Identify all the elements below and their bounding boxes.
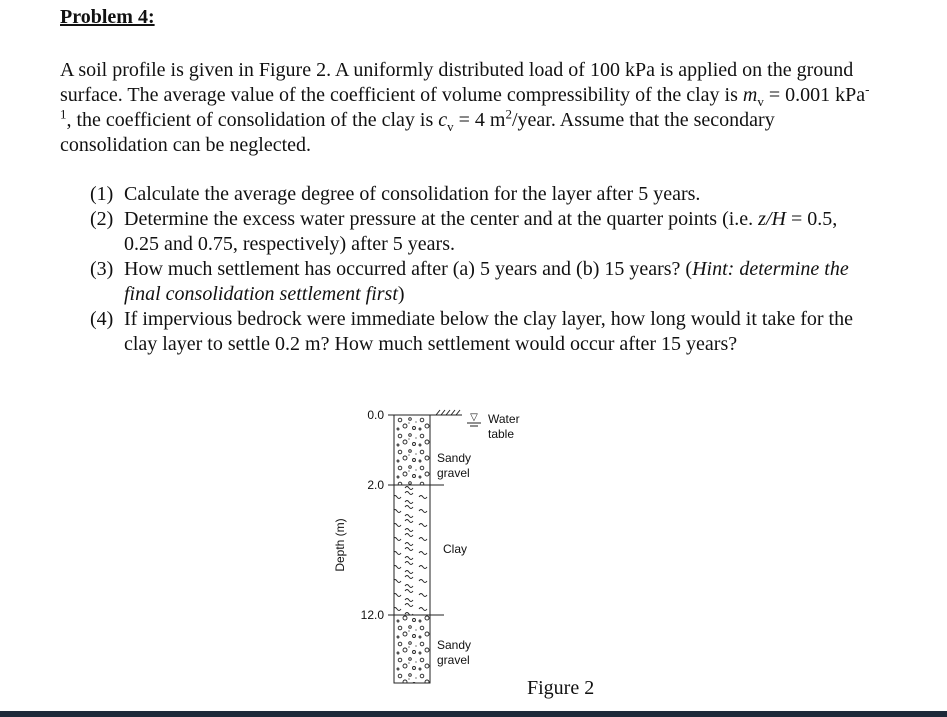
question-text: If impervious bedrock were immediate below the clay layer, how long would it take for the clay layer to settle 0.2 m? How much settlement would occur after 15 years? <box>124 308 853 355</box>
cv-exponent: 2 <box>505 106 512 122</box>
figure-caption: Figure 2 <box>527 677 595 699</box>
question-text-cont: ) <box>397 283 405 305</box>
hint-text: determine the final consolidation settlement first <box>124 258 849 305</box>
question-math: z/H <box>758 208 786 230</box>
layer-label: gravel <box>437 466 470 480</box>
mv-subscript: v <box>757 94 764 109</box>
water-table-label: table <box>488 427 515 441</box>
question-number: (4) <box>90 308 114 330</box>
intro-text-3: /year. Assume that the secondary consolidation can be neglected. <box>60 109 775 156</box>
question-text: Calculate the average degree of consolidation for the layer after 5 years. <box>124 183 701 205</box>
question-text: Determine the excess water pressure at the center and at the quarter points (i.e. <box>124 208 759 230</box>
depth-axis-label: Depth (m) <box>333 518 347 572</box>
depth-tick: 2.0 <box>367 478 384 492</box>
question-text: How much settlement has occurred after (a) 5 years and (b) 15 years? ( <box>124 258 693 280</box>
ground-surface-hatch <box>430 410 462 415</box>
intro-text-1: A soil profile is given in Figure 2. A uniformly distributed load of 100 kPa is applied on the ground surface. The average value of the coefficient of volume compressibility of the clay is <box>60 59 854 106</box>
question-number: (1) <box>90 183 114 205</box>
layer-label: gravel <box>437 653 470 667</box>
sandy-gravel-layer-top <box>394 415 430 485</box>
depth-tick: 12.0 <box>360 608 384 622</box>
cv-value: = 4 m <box>453 109 506 131</box>
water-table-label: Water <box>488 412 520 426</box>
question-number: (2) <box>90 208 114 230</box>
question-number: (3) <box>90 258 114 280</box>
question-text-cont: = 0.5, 0.25 and 0.75, respectively) after 5 years. <box>124 208 838 255</box>
cv-symbol: c <box>438 109 448 131</box>
mv-exponent: -1 <box>60 81 870 122</box>
mv-value: = 0.001 kPa <box>763 84 866 106</box>
depth-tick: 0.0 <box>367 408 384 422</box>
cv-subscript: v <box>447 119 454 134</box>
sandy-gravel-layer-bottom <box>394 615 430 683</box>
clay-layer <box>394 485 430 615</box>
problem-heading: Problem 4: <box>60 6 155 28</box>
bottom-bar <box>0 711 947 717</box>
hint-label: Hint: <box>692 258 735 280</box>
layer-label: Sandy <box>437 638 472 652</box>
intro-text-2: , the coefficient of consolidation of the clay is <box>66 109 439 131</box>
layer-label: Sandy <box>437 451 472 465</box>
water-table-icon: ▽ <box>470 412 478 423</box>
layer-label: Clay <box>443 542 468 556</box>
mv-symbol: m <box>742 84 758 106</box>
